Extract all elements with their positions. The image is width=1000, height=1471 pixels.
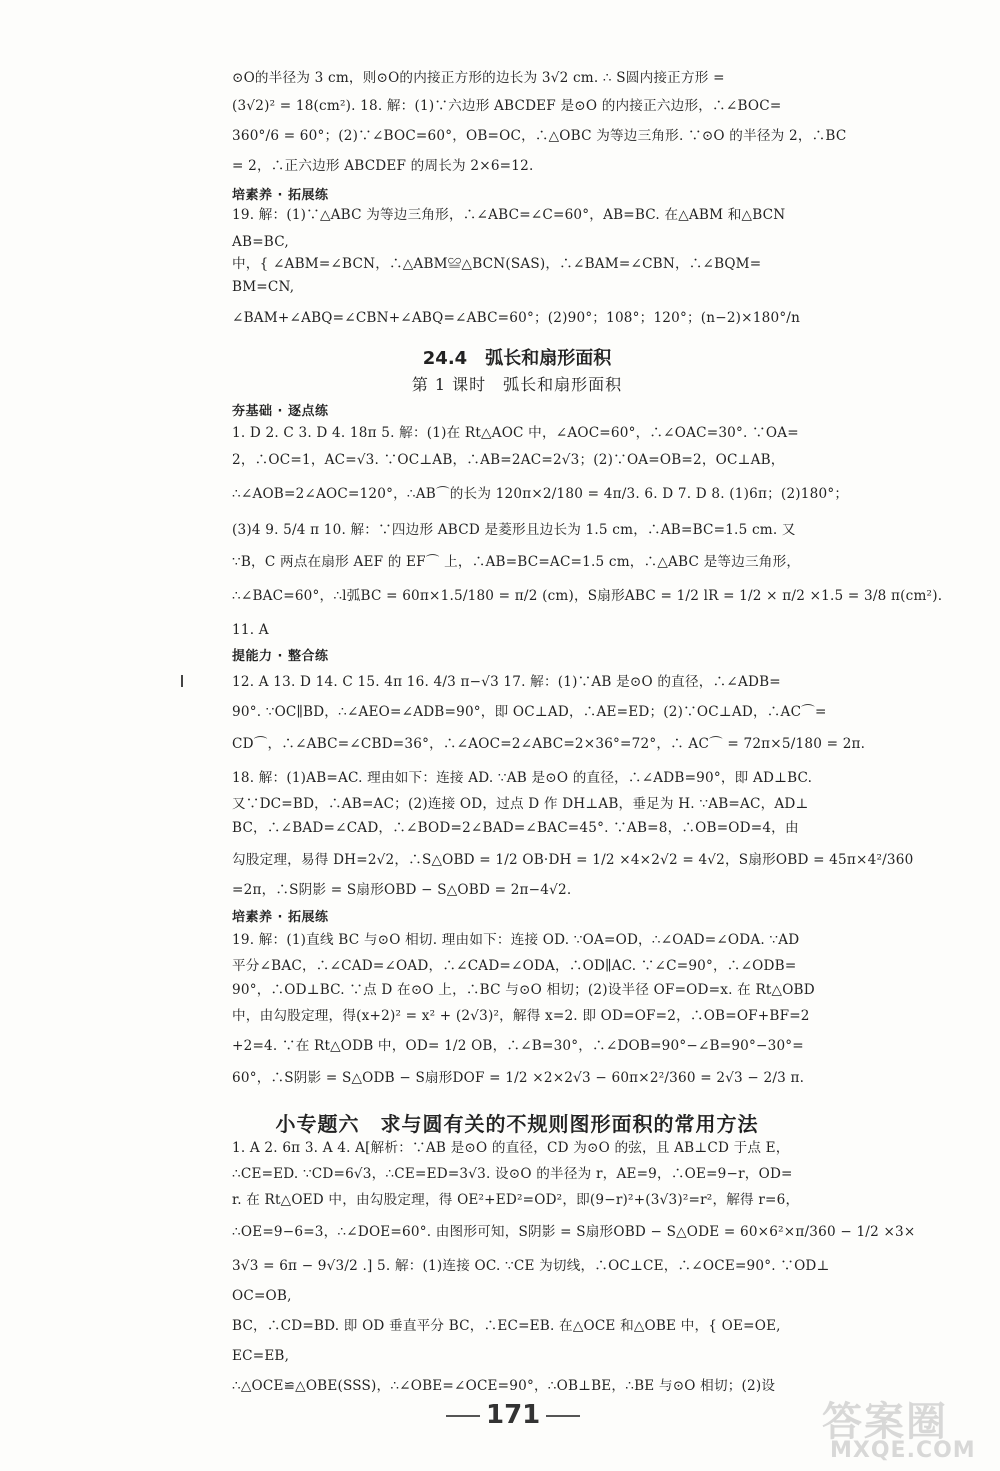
section-label: 培素养 · 拓展练 <box>232 910 329 925</box>
page-number-dash-left <box>446 1415 480 1417</box>
text-line: 1. A 2. 6π 3. A 4. A[解析：∵AB 是⊙O 的直径，CD 为⊙O 的弦，且 AB⊥CD 于点 E， <box>232 1140 790 1156</box>
text-line: 中，由勾股定理，得(x+2)² = x² + (2√3)²，解得 x=2. 即 OD=OF=2，∴OB=OF+BF=2 <box>232 1008 810 1024</box>
text-line: 平分∠BAC，∴∠CAD=∠OAD，∴∠CAD=∠ODA，∴OD∥AC. ∵∠C=90°，∴∠ODB= <box>232 958 797 974</box>
section-label: 培素养 · 拓展练 <box>232 188 329 203</box>
text-line: ∵B，C 两点在扇形 AEF 的 EF⌒ 上，∴AB=BC=AC=1.5 cm，∴△ABC 是等边三角形， <box>232 554 801 570</box>
text-line: 勾股定理，易得 DH=2√2，∴S△OBD = 1/2 OB·DH = 1/2 ×4×2√2 = 4√2，S扇形OBD = 45π×4²/360 <box>232 852 914 868</box>
section-label: 提能力 · 整合练 <box>232 649 329 664</box>
text-line: ∴OE=9−6=3，∴∠DOE=60°. 由图形可知，S阴影 = S扇形OBD − S△ODE = 60×6²×π/360 − 1/2 ×3× <box>232 1224 916 1240</box>
text-line: 19. 解：(1)直线 BC 与⊙O 相切. 理由如下：连接 OD. ∵OA=OD，∴∠OAD=∠ODA. ∵AD <box>232 932 800 948</box>
section-heading: 24.4 弧长和扇形面积 <box>422 348 612 369</box>
text-line: +2=4. ∵在 Rt△ODB 中，OD= 1/2 OB，∴∠B=30°，∴∠DOB=90°−∠B=90°−30°= <box>232 1038 804 1054</box>
page-number-value: 171 <box>486 1400 541 1430</box>
text-line: =2π，∴S阴影 = S扇形OBD − S△OBD = 2π−4√2. <box>232 882 572 898</box>
text-line: BM=CN, <box>232 279 295 295</box>
text-line: ∴∠BAC=60°，∴l弧BC = 60π×1.5/180 = π/2 (cm)，S扇形ABC = 1/2 lR = 1/2 × π/2 ×1.5 = 3/8 π(cm²). <box>232 588 943 604</box>
text-line: r. 在 Rt△OED 中，由勾股定理，得 OE²+ED²=OD²，即(9−r)²+(3√3)²=r²，解得 r=6， <box>232 1192 800 1208</box>
topic-title: 小专题六 求与圆有关的不规则图形面积的常用方法 <box>275 1112 759 1136</box>
text-line: ∴∠AOB=2∠AOC=120°，∴AB⌒的长为 120π×2/180 = 4π/3. 6. D 7. D 8. (1)6π；(2)180°； <box>232 486 849 502</box>
text-line: 1. D 2. C 3. D 4. 18π 5. 解：(1)在 Rt△AOC 中，∠AOC=60°，∴∠OAC=30°. ∵OA= <box>232 425 799 441</box>
text-line: = 2，∴正六边形 ABCDEF 的周长为 2×6=12. <box>232 158 534 174</box>
text-line: BC，∴CD=BD. 即 OD 垂直平分 BC，∴EC=EB. 在△OCE 和△OBE 中，{ OE=OE, <box>232 1318 781 1334</box>
text-line: 2，∴OC=1，AC=√3. ∵OC⊥AB，∴AB=2AC=2√3；(2)∵OA=OB=2，OC⊥AB， <box>232 452 785 468</box>
page-number <box>440 1400 586 1430</box>
watermark-logo-text: 答案圈 <box>822 1399 948 1445</box>
text-line: 12. A 13. D 14. C 15. 4π 16. 4/3 π−√3 17. 解：(1)∵AB 是⊙O 的直径，∴∠ADB= <box>232 674 781 690</box>
text-line: EC=EB, <box>232 1348 290 1364</box>
text-line: (3)4 9. 5/4 π 10. 解：∵四边形 ABCD 是菱形且边长为 1.5 cm，∴AB=BC=1.5 cm. 又 <box>232 522 796 538</box>
watermark-url: MXQE.COM <box>830 1438 976 1463</box>
text-line: CD⌒，∴∠ABC=∠CBD=36°，∴∠AOC=2∠ABC=2×36°=72°，∴ AC⌒ = 72π×5/180 = 2π. <box>232 736 866 752</box>
text-line: 19. 解：(1)∵△ABC 为等边三角形，∴∠ABC=∠C=60°，AB=BC. 在△ABM 和△BCN <box>232 207 786 223</box>
text-line: 11. A <box>232 622 269 638</box>
text-line: 3√3 = 6π − 9√3/2 .] 5. 解：(1)连接 OC. ∵CE 为切线，∴OC⊥CE，∴∠OCE=90°. ∵OD⊥ <box>232 1258 830 1274</box>
watermark-logo <box>822 1390 992 1465</box>
section-label: 夯基础 · 逐点练 <box>232 404 329 419</box>
text-line: BC，∴∠BAD=∠CAD，∴∠BOD=2∠BAD=∠BAC=45°. ∵AB=8，∴OB=OD=4，由 <box>232 820 799 836</box>
text-line: ∴CE=ED. ∵CD=6√3，∴CE=ED=3√3. 设⊙O 的半径为 r，AE=9，∴OE=9−r，OD= <box>232 1166 793 1182</box>
text-line: 又∵DC=BD，∴AB=AC；(2)连接 OD，过点 D 作 DH⊥AB，垂足为 H. ∵AB=AC，AD⊥ <box>232 796 809 812</box>
text-line: 18. 解：(1)AB=AC. 理由如下：连接 AD. ∵AB 是⊙O 的直径，∴∠ADB=90°，即 AD⊥BC. <box>232 770 813 786</box>
lesson-subheading: 第 1 课时 弧长和扇形面积 <box>411 375 623 394</box>
text-line: ∠BAM+∠ABQ=∠CBN+∠ABQ=∠ABC=60°；(2)90°；108°；120°；(n−2)×180°/n <box>232 310 801 326</box>
text-line: 60°，∴S阴影 = S△ODB − S扇形DOF = 1/2 ×2×2√3 − 60π×2²/360 = 2√3 − 2/3 π. <box>232 1070 805 1086</box>
page-number-dash-right <box>546 1415 580 1417</box>
text-line: 360°/6 = 60°；(2)∵∠BOC=60°，OB=OC，∴△OBC 为等边三角形. ∵⊙O 的半径为 2，∴BC <box>232 128 847 144</box>
text-line: ∴△OCE≌△OBE(SSS)，∴∠OBE=∠OCE=90°，∴OB⊥BE，∴BE 与⊙O 相切；(2)设 <box>232 1378 776 1394</box>
text-line: ⊙O的半径为 3 cm，则⊙O的内接正方形的边长为 3√2 cm. ∴ S圆内接正方形 = <box>232 70 725 86</box>
text-line: 90°，∴OD⊥BC. ∵点 D 在⊙O 上，∴BC 与⊙O 相切；(2)设半径 OF=OD=x. 在 Rt△OBD <box>232 982 815 998</box>
text-line: AB=BC, <box>232 234 289 250</box>
text-line: (3√2)² = 18(cm²). 18. 解：(1)∵六边形 ABCDEF 是⊙O 的内接正六边形，∴∠BOC= <box>232 98 782 114</box>
text-line: 90°. ∵OC∥BD，∴∠AEO=∠ADB=90°，即 OC⊥AD，∴AE=ED；(2)∵OC⊥AD，∴AC⌒= <box>232 704 827 720</box>
margin-mark <box>181 675 183 687</box>
text-line: OC=OB, <box>232 1288 292 1304</box>
text-line: 中，{ ∠ABM=∠BCN，∴△ABM≌△BCN(SAS)，∴∠BAM=∠CBN，∴∠BQM= <box>232 256 762 272</box>
